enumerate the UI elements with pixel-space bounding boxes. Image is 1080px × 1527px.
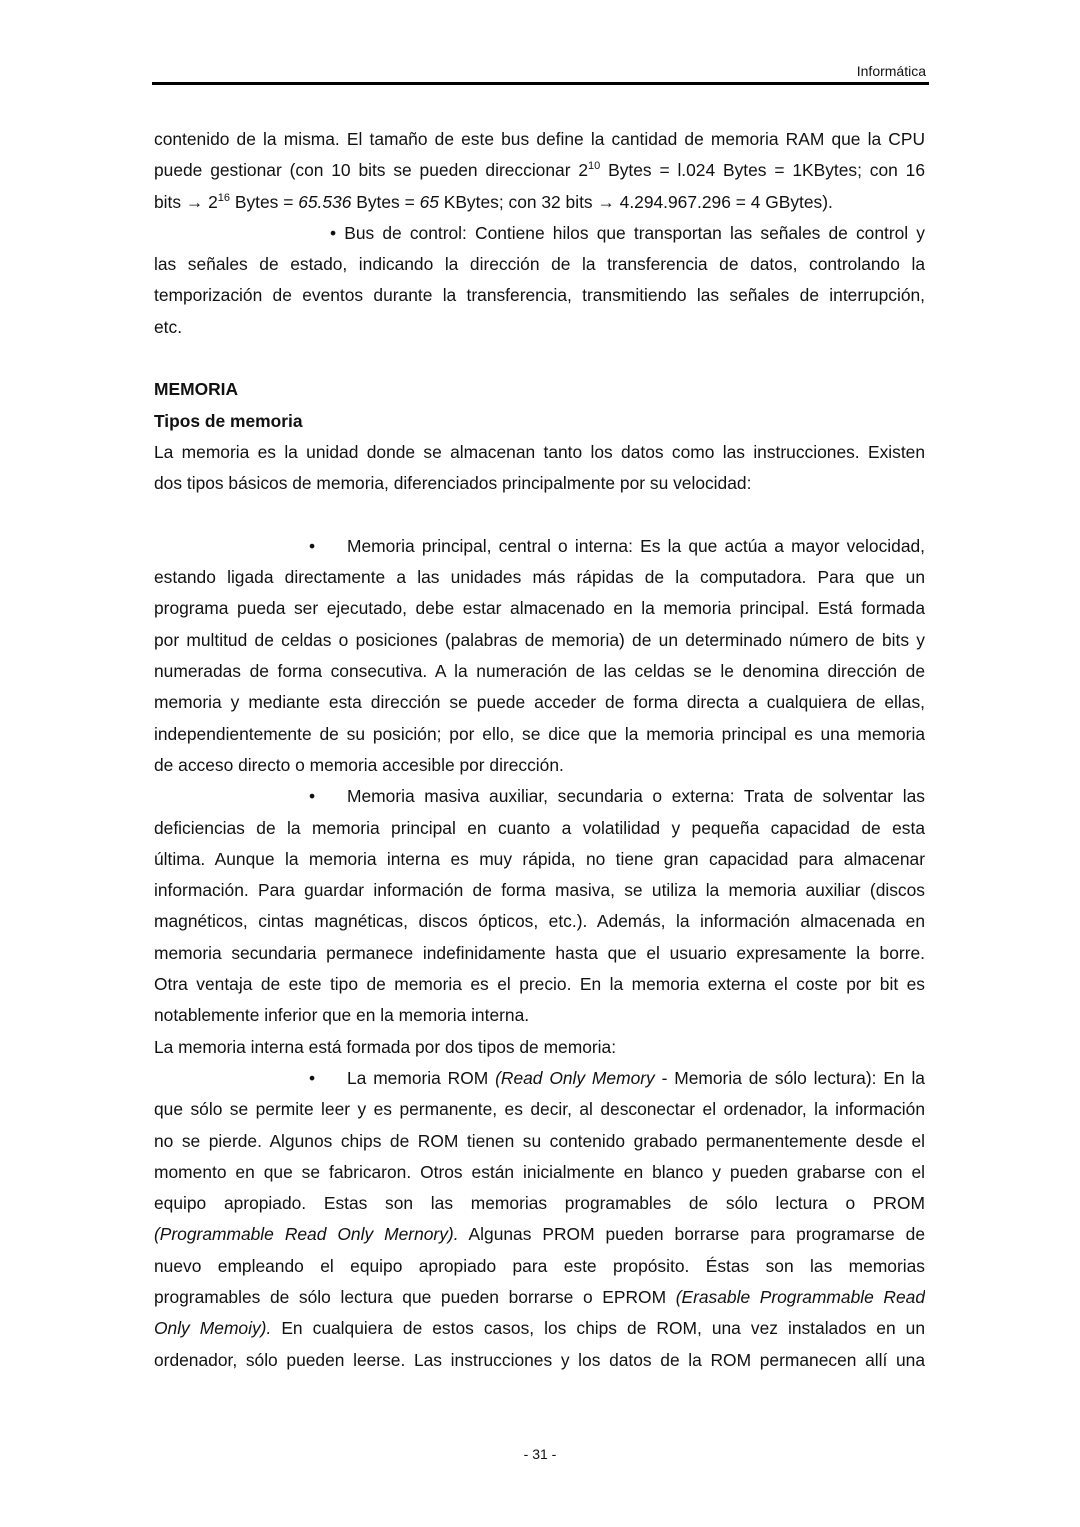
text-line <box>154 1345 925 1376</box>
text-line <box>154 1251 925 1282</box>
running-header: Informática <box>856 63 926 79</box>
text-run: Memoria principal, central o interna: Es la que actúa a mayor velocidad, <box>347 535 925 556</box>
text-line <box>154 406 925 437</box>
text-run: La memoria interna está formada por dos tipos de memoria: <box>154 1036 617 1057</box>
text-line <box>154 1188 925 1219</box>
text-line <box>154 656 925 687</box>
text-line <box>154 1094 925 1125</box>
italic-text: (Read Only Memory <box>495 1067 655 1088</box>
text-run: En cualquiera de estos casos, los chips de ROM, una vez instalados en un <box>271 1318 925 1339</box>
text-line <box>154 1032 925 1063</box>
text-run: KBytes; con 32 bits → 4.294.967.296 = 4 GBytes). <box>438 191 833 212</box>
text-line <box>154 437 925 468</box>
text-run: Bytes = <box>230 191 299 212</box>
text-run: que sólo se permite leer y es permanente, es decir, al desconectar el ordenador, la información <box>154 1099 925 1120</box>
text-run: programa pueda ser ejecutado, debe estar almacenado en la memoria principal. Está formada <box>154 598 925 619</box>
text-line <box>154 593 925 624</box>
text-run: dos tipos básicos de memoria, diferenciados principalmente por su velocidad: <box>154 473 752 494</box>
bullet-paragraph <box>154 531 925 781</box>
page-number: - 31 - <box>523 1446 557 1462</box>
bullet-paragraph <box>154 781 925 1031</box>
text-run: contenido de la misma. El tamaño de este bus define la cantidad de memoria RAM que la CPU <box>154 129 925 149</box>
text-run: Bytes = <box>351 191 420 212</box>
text-run: las señales de estado, indicando la dirección de la transferencia de datos, controlando la <box>154 254 925 275</box>
section-heading <box>154 406 925 437</box>
bullet-icon: • <box>309 1067 316 1088</box>
text-line <box>154 249 925 280</box>
text-run: Bytes = l.024 Bytes = 1KBytes; con 16 <box>600 160 925 181</box>
bullet-icon: • <box>309 535 316 556</box>
text-line <box>154 813 925 844</box>
text-run: Memoria masiva auxiliar, secundaria o externa: Trata de solventar las <box>347 786 925 807</box>
italic-text: (Erasable Programmable Read <box>675 1286 925 1307</box>
text-line <box>154 312 925 343</box>
text-run: por multitud de celdas o posiciones (palabras de memoria) de un determinado número de bits y <box>154 629 925 650</box>
text-run: numeradas de forma consecutiva. A la numeración de las celdas se le denomina dirección de <box>154 661 925 682</box>
text-line <box>154 1219 925 1250</box>
text-line <box>154 750 925 781</box>
text-run: • Bus de control: Contiene hilos que transportan las señales de control y <box>330 222 925 243</box>
text-run: programables de sólo lectura que pueden borrarse o EPROM <box>154 1286 676 1307</box>
italic-text: 65.536 <box>298 191 352 212</box>
text-run: deficiencias de la memoria principal en cuanto a volatilidad y pequeña capacidad de esta <box>154 817 925 838</box>
text-line <box>154 218 925 249</box>
document-body <box>154 124 925 1376</box>
superscript: 16 <box>217 191 231 204</box>
text-line <box>154 875 925 906</box>
paragraph <box>154 1032 925 1063</box>
text-run: momento en que se fabricaron. Otros están inicialmente en blanco y pueden grabarse con el <box>154 1161 925 1182</box>
bullet-paragraph <box>154 218 925 343</box>
italic-text: 65 <box>419 191 439 212</box>
text-run: última. Aunque la memoria interna es muy rápida, no tiene gran capacidad para almacenar <box>154 848 925 869</box>
blank-line <box>154 343 925 374</box>
text-line <box>154 906 925 937</box>
text-line <box>154 1126 925 1157</box>
text-run: independientemente de su posición; por ello, se dice que la memoria principal es una memoria <box>154 723 925 744</box>
text-run: de acceso directo o memoria accesible por dirección. <box>154 754 564 775</box>
text-line <box>154 187 925 218</box>
text-line <box>154 562 925 593</box>
bullet-icon: • <box>309 786 316 807</box>
text-run: memoria y mediante esta dirección se puede acceder de forma directa a cualquiera de ellas, <box>154 692 925 713</box>
text-line <box>154 625 925 656</box>
text-run: La memoria es la unidad donde se almacenan tanto los datos como las instrucciones. Existen <box>154 441 925 462</box>
text-line <box>154 1282 925 1313</box>
text-line <box>154 969 925 1000</box>
text-run: etc. <box>154 316 183 337</box>
text-line <box>154 1000 925 1031</box>
text-run: notablemente inferior que en la memoria interna. <box>154 1005 530 1026</box>
text-line <box>154 280 925 311</box>
text-line <box>154 844 925 875</box>
text-run: no se pierde. Algunos chips de ROM tienen su contenido grabado permanentemente desde el <box>154 1130 925 1151</box>
text-run: puede gestionar (con 10 bits se pueden direccionar 2 <box>154 160 589 181</box>
italic-text: Only Memoiy). <box>154 1318 272 1339</box>
text-run: ordenador, sólo pueden leerse. Las instrucciones y los datos de la ROM permanecen allí una <box>154 1349 925 1370</box>
text-run: nuevo empleando el equipo apropiado para este propósito. Éstas son las memorias <box>154 1255 925 1276</box>
text-run: - Memoria de sólo lectura): En la <box>654 1067 925 1088</box>
text-line <box>154 124 925 155</box>
text-line <box>154 781 925 812</box>
text-line <box>154 719 925 750</box>
text-line <box>154 1157 925 1188</box>
text-run: bits → 2 <box>154 191 218 212</box>
text-line <box>154 468 925 499</box>
text-run: magnéticos, cintas magnéticas, discos ópticos, etc.). Además, la información almacenada en <box>154 911 925 932</box>
text-line <box>154 531 925 562</box>
blank-line <box>154 500 925 531</box>
text-line <box>154 687 925 718</box>
paragraph <box>154 437 925 500</box>
bullet-paragraph <box>154 1063 925 1376</box>
text-line <box>154 155 925 186</box>
superscript: 10 <box>588 160 601 173</box>
italic-text: (Programmable Read Only Mernory). <box>154 1224 459 1245</box>
text-run: MEMORIA <box>154 379 239 400</box>
text-run: La memoria ROM <box>347 1067 496 1088</box>
text-run: equipo apropiado. Estas son las memorias programables de sólo lectura o PROM <box>154 1193 925 1214</box>
paragraph <box>154 124 925 218</box>
text-run: Algunas PROM pueden borrarse para programarse de <box>458 1224 925 1245</box>
section-heading <box>154 374 925 405</box>
text-run: temporización de eventos durante la transferencia, transmitiendo las señales de interrupción, <box>154 285 925 306</box>
text-run: Tipos de memoria <box>154 410 303 431</box>
text-run: información. Para guardar información de forma masiva, se utiliza la memoria auxiliar (discos <box>154 880 925 901</box>
text-line <box>154 374 925 405</box>
text-line <box>154 938 925 969</box>
header-rule <box>152 82 929 85</box>
text-run: estando ligada directamente a las unidades más rápidas de la computadora. Para que un <box>154 567 925 588</box>
text-line <box>154 1063 925 1094</box>
text-run: Otra ventaja de este tipo de memoria es el precio. En la memoria externa el coste por bit es <box>154 974 925 995</box>
text-line <box>154 1313 925 1344</box>
text-run: memoria secundaria permanece indefinidamente hasta que el usuario expresamente la borre. <box>154 942 925 963</box>
